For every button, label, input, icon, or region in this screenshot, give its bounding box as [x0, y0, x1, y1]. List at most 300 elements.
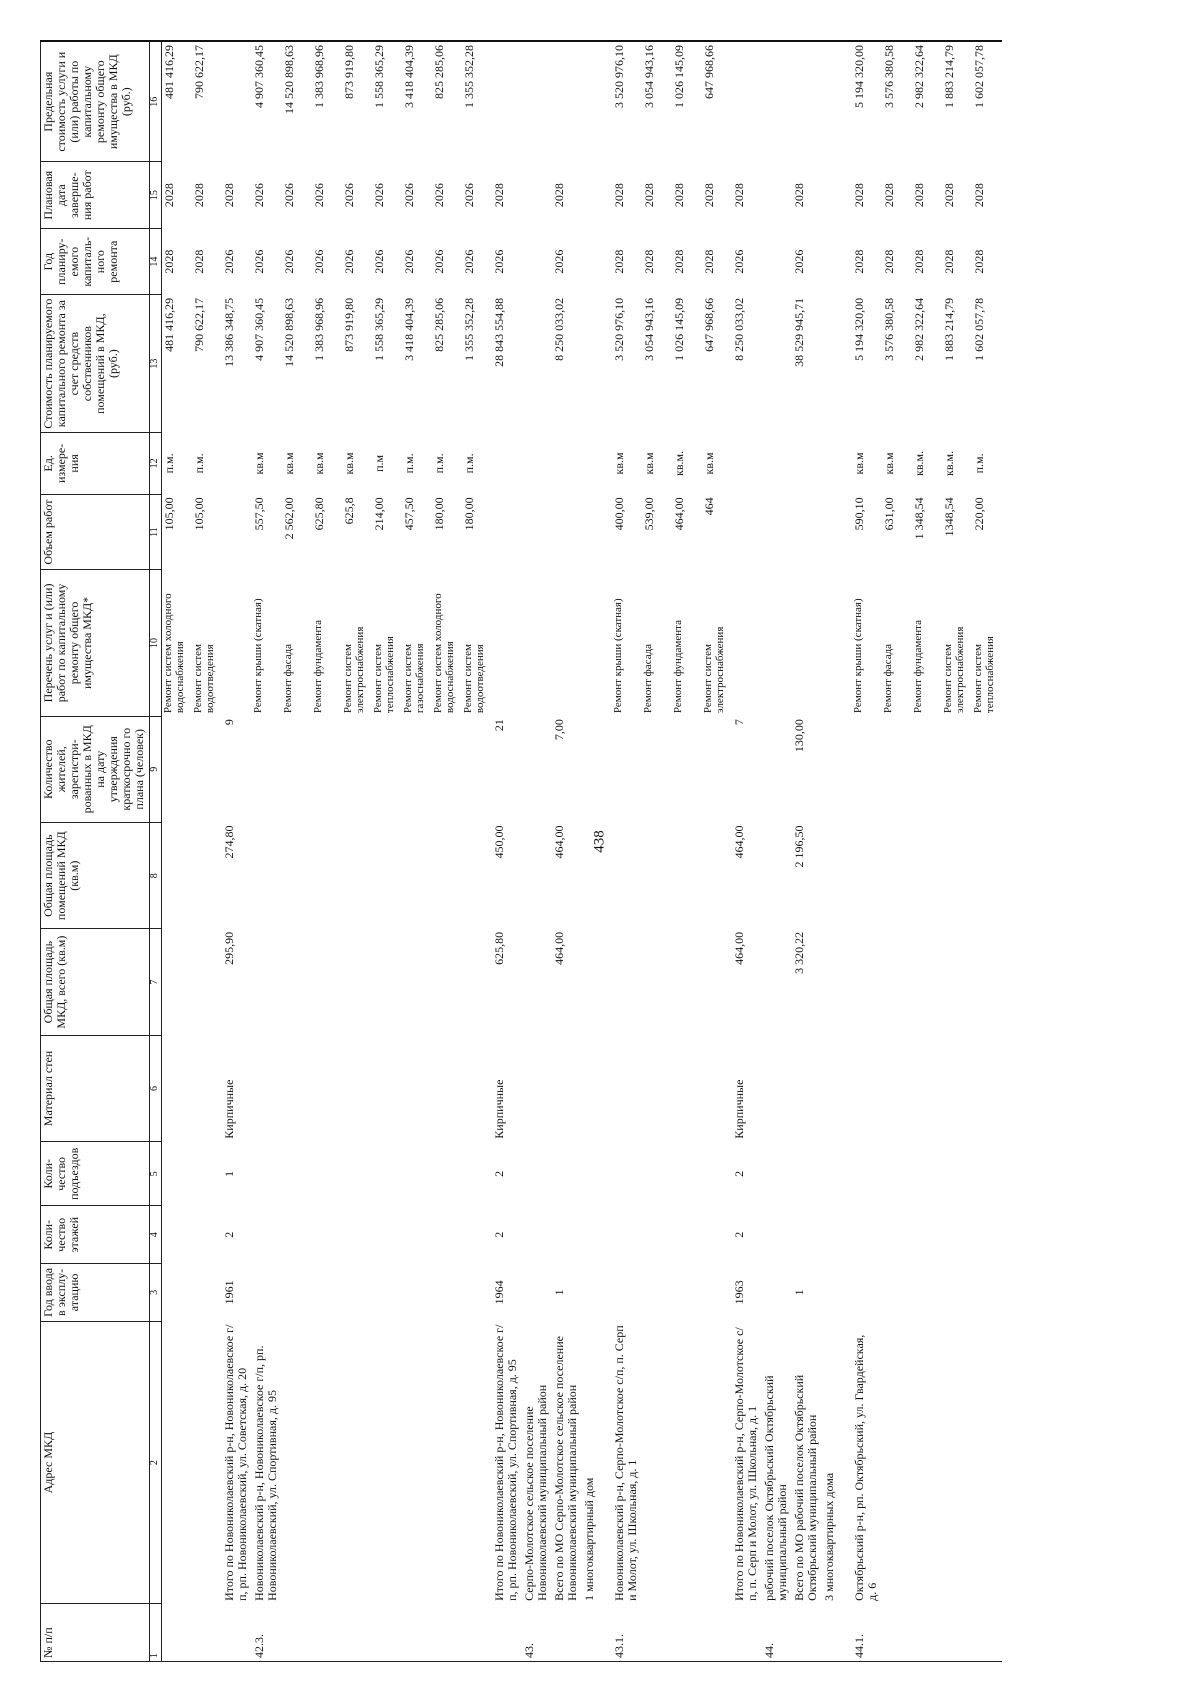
total-area-cell	[942, 929, 972, 1035]
end-date-cell: 2026	[432, 183, 446, 208]
limit-cost-cell: 481 416,29	[162, 41, 193, 162]
work-type-cell	[822, 570, 852, 716]
limit-cost-cell: 1 558 365,29	[372, 41, 402, 162]
work-type-cell	[762, 570, 792, 716]
address-cell: Итого по Новониколаевский р-н, Серпо-Молотское с/п, п. Серп и Молот, ул. Школьная, д. 1	[732, 1327, 759, 1601]
rooms-area-cell	[882, 822, 912, 928]
work-type-cell: Ремонт систем водоотведения	[462, 644, 486, 714]
rotated-table-wrapper	[40, 40, 995, 1662]
wall-material-cell	[852, 1035, 882, 1141]
entrances-cell	[432, 1142, 462, 1206]
end-date-cell: 2026	[372, 183, 386, 208]
unit-cell: кв.м	[882, 452, 896, 475]
row-number	[972, 1604, 1002, 1662]
work-type-cell: Ремонт систем холодного водоснабжения	[162, 593, 186, 714]
year-built-cell	[402, 1264, 432, 1322]
year-built-cell	[372, 1264, 402, 1322]
address-cell	[672, 1321, 702, 1604]
header-cell: Материал стен	[41, 1035, 150, 1141]
rooms-area-cell: 2 196,50	[792, 825, 806, 868]
entrances-cell	[822, 1142, 852, 1206]
end-date-cell: 2026	[402, 183, 416, 208]
wall-material-cell	[582, 1035, 612, 1141]
floors-cell	[612, 1206, 642, 1264]
table-row	[762, 41, 792, 1662]
year-built-cell	[912, 1264, 942, 1322]
floors-cell	[282, 1206, 312, 1264]
repair-cost-cell: 825 285,06	[432, 297, 446, 352]
entrances-cell	[882, 1142, 912, 1206]
work-type-cell: Ремонт крыши (скатная)	[612, 598, 624, 714]
total-area-cell: 3 320,22	[792, 931, 806, 974]
limit-cost-cell	[822, 41, 852, 162]
row-number	[432, 1604, 462, 1662]
rooms-area-cell	[432, 822, 462, 928]
repair-cost-cell	[522, 295, 552, 432]
header-cell: Год ввода в эксплу-атацию	[41, 1264, 150, 1322]
limit-cost-cell: 2 982 322,64	[912, 41, 942, 162]
column-number: 13	[150, 295, 162, 432]
repair-year-cell: 2028	[612, 249, 626, 274]
wall-material-cell	[672, 1035, 702, 1141]
header-cell: Коли-чество подъездов	[41, 1142, 150, 1206]
row-number	[492, 1604, 522, 1662]
work-volume-cell	[222, 494, 252, 569]
wall-material-cell	[402, 1035, 432, 1141]
table-row	[282, 41, 312, 1662]
column-number: 12	[150, 432, 162, 494]
unit-cell: п.м.	[432, 453, 446, 474]
year-built-cell	[702, 1264, 732, 1322]
residents-cell: 130,00	[792, 719, 806, 753]
repair-year-cell: 2028	[672, 249, 686, 274]
end-date-cell: 2028	[162, 183, 176, 208]
header-cell: Коли-чество этажей	[41, 1206, 150, 1264]
entrances-cell: 2	[492, 1170, 506, 1177]
work-type-cell: Ремонт систем теплоснабжения	[972, 636, 996, 714]
work-type-cell: Ремонт систем газоснабжения	[402, 643, 426, 714]
year-built-cell: 1	[792, 1289, 806, 1296]
residents-cell	[522, 716, 552, 822]
wall-material-cell	[942, 1035, 972, 1141]
total-area-cell	[702, 929, 732, 1035]
entrances-cell: 1	[222, 1170, 236, 1177]
repair-cost-cell: 1 355 352,28	[462, 297, 476, 361]
wall-material-cell	[372, 1035, 402, 1141]
end-date-cell: 2026	[342, 183, 356, 208]
table-row	[972, 41, 1002, 1662]
address-cell	[312, 1321, 342, 1604]
end-date-cell: 2028	[612, 183, 626, 208]
table-row	[612, 41, 642, 1662]
repair-year-cell	[582, 228, 612, 295]
address-cell: рабочий поселок Октябрьский Октябрьский муниципальный район	[762, 1375, 789, 1601]
floors-cell	[372, 1206, 402, 1264]
table-row	[162, 41, 193, 1662]
header-cell: Ед. измере-ния	[41, 432, 150, 494]
work-volume-cell: 1 348,54	[912, 497, 926, 540]
table-row	[402, 41, 432, 1662]
header-cell: Общая площадь помещений МКД (кв.м)	[41, 822, 150, 928]
floors-cell	[342, 1206, 372, 1264]
work-type-cell: Ремонт систем электроснабжения	[942, 626, 966, 714]
unit-cell: кв.м.	[672, 450, 686, 476]
table-row	[942, 41, 972, 1662]
address-cell: Всего по МО рабочий поселок Октябрьский Октябрьский муниципальный район	[792, 1374, 819, 1601]
address-cell: Новониколаевский р-н, Серпо-Молотское с/п, п. Серп и Молот, ул. Школьная, д. 1	[612, 1325, 639, 1601]
residents-cell: 7	[732, 719, 746, 726]
entrances-cell	[792, 1142, 822, 1206]
total-area-cell	[282, 929, 312, 1035]
repair-year-cell: 2026	[342, 249, 356, 274]
work-type-cell	[222, 570, 252, 716]
floors-cell	[972, 1206, 1002, 1264]
table-row	[882, 41, 912, 1662]
floors-cell	[582, 1206, 612, 1264]
work-volume-cell	[552, 494, 582, 569]
work-type-cell: Ремонт фундамента	[672, 620, 684, 714]
year-built-cell	[162, 1264, 193, 1322]
repair-cost-cell: 4 907 360,45	[252, 297, 266, 361]
row-number	[282, 1604, 312, 1662]
address-cell: Октябрьский р-н, рп. Октябрьский, ул. Гвардейская, д. 6	[852, 1334, 879, 1601]
work-type-cell: Ремонт фасада	[882, 643, 894, 714]
rooms-area-cell	[642, 822, 672, 928]
unit-cell: кв.м	[612, 452, 626, 475]
limit-cost-cell	[582, 41, 612, 162]
repair-cost-cell	[822, 295, 852, 432]
floors-cell	[702, 1206, 732, 1264]
column-number: 14	[150, 228, 162, 295]
rooms-area-cell: 464,00	[552, 825, 566, 859]
address-cell	[942, 1321, 972, 1604]
end-date-cell: 2026	[312, 183, 326, 208]
work-type-cell: Ремонт фасада	[282, 643, 294, 714]
end-date-cell: 2028	[882, 183, 896, 208]
entrances-cell	[702, 1142, 732, 1206]
address-cell: 3 многоквартирных дома	[822, 1472, 836, 1601]
repair-year-cell: 2026	[312, 249, 326, 274]
end-date-cell: 2028	[852, 183, 866, 208]
entrances-cell	[162, 1142, 193, 1206]
year-built-cell: 1963	[732, 1280, 746, 1305]
residents-cell	[432, 716, 462, 822]
column-number: 1	[150, 1604, 162, 1662]
column-number: 3	[150, 1264, 162, 1322]
address-cell	[282, 1321, 312, 1604]
table-row	[642, 41, 672, 1662]
end-date-cell: 2026	[462, 183, 476, 208]
table-row	[462, 41, 492, 1662]
work-volume-cell: 2 562,00	[282, 497, 296, 540]
limit-cost-cell: 3 520 976,10	[612, 41, 642, 162]
table-row	[822, 41, 852, 1662]
table-row	[522, 41, 552, 1662]
entrances-cell	[342, 1142, 372, 1206]
residents-cell	[672, 716, 702, 822]
rooms-area-cell	[582, 822, 612, 928]
row-number	[222, 1604, 252, 1662]
floors-cell	[642, 1206, 672, 1264]
table-row	[702, 41, 732, 1662]
repair-year-cell: 2028	[882, 249, 896, 274]
limit-cost-cell	[792, 41, 822, 162]
limit-cost-cell: 5 194 320,00	[852, 41, 882, 162]
repair-cost-cell: 647 968,66	[702, 297, 716, 352]
repair-year-cell: 2026	[372, 249, 386, 274]
end-date-cell: 2028	[672, 183, 686, 208]
floors-cell	[462, 1206, 492, 1264]
column-number: 10	[150, 570, 162, 716]
wall-material-cell	[642, 1035, 672, 1141]
repair-year-cell: 2026	[792, 249, 806, 274]
address-cell: 1 многоквартирный дом	[582, 1477, 596, 1601]
year-built-cell	[312, 1264, 342, 1322]
unit-cell: кв.м	[642, 452, 656, 475]
repair-cost-cell: 3 054 943,16	[642, 297, 656, 361]
table-row	[852, 41, 882, 1662]
column-number: 15	[150, 162, 162, 229]
year-built-cell	[582, 1264, 612, 1322]
table-row	[252, 41, 282, 1662]
unit-cell: кв.м	[312, 452, 326, 475]
total-area-cell	[522, 929, 552, 1035]
work-type-cell: Ремонт систем теплоснабжения	[372, 636, 396, 714]
row-number: 42.3.	[252, 1604, 282, 1662]
year-built-cell	[282, 1264, 312, 1322]
address-cell	[342, 1321, 372, 1604]
wall-material-cell	[762, 1035, 792, 1141]
repair-year-cell: 2026	[252, 249, 266, 274]
repair-year-cell	[822, 228, 852, 295]
entrances-cell	[312, 1142, 342, 1206]
table-row	[552, 41, 582, 1662]
wall-material-cell	[252, 1035, 282, 1141]
unit-cell	[792, 432, 822, 494]
work-type-cell: Ремонт систем электроснабжения	[702, 626, 726, 714]
limit-cost-cell: 825 285,06	[432, 41, 462, 162]
residents-cell	[612, 716, 642, 822]
repair-cost-cell: 2 982 322,64	[912, 297, 926, 361]
unit-cell: кв.м.	[942, 450, 956, 476]
entrances-cell	[462, 1142, 492, 1206]
row-number	[702, 1604, 732, 1662]
header-cell: Объем работ	[41, 494, 150, 569]
end-date-cell	[522, 162, 552, 229]
total-area-cell	[342, 929, 372, 1035]
table-row	[912, 41, 942, 1662]
total-area-cell	[882, 929, 912, 1035]
limit-cost-cell: 1 383 968,96	[312, 41, 342, 162]
rooms-area-cell	[972, 822, 1002, 928]
entrances-cell	[912, 1142, 942, 1206]
repair-cost-cell	[582, 295, 612, 432]
floors-cell	[762, 1206, 792, 1264]
year-built-cell	[612, 1264, 642, 1322]
address-cell	[972, 1321, 1002, 1604]
residents-cell	[642, 716, 672, 822]
repair-year-cell: 2028	[702, 249, 716, 274]
header-cell: Общая площадь МКД, всего (кв.м)	[41, 929, 150, 1035]
header-cell: Перечень услуг и (или) работ по капитальному ремонту общего имущества МКД*	[41, 570, 150, 716]
table-row	[732, 41, 762, 1662]
residents-cell: 9	[222, 719, 236, 726]
repair-year-cell: 2026	[402, 249, 416, 274]
residents-cell	[762, 716, 792, 822]
total-area-cell	[402, 929, 432, 1035]
end-date-cell	[582, 162, 612, 229]
repair-cost-cell: 1 602 057,78	[972, 297, 986, 361]
total-area-cell	[822, 929, 852, 1035]
entrances-cell: 2	[732, 1170, 746, 1177]
table-header-row	[41, 41, 150, 1662]
repair-cost-cell: 13 386 348,75	[222, 297, 236, 367]
repair-cost-cell: 790 622,17	[192, 297, 206, 352]
work-volume-cell: 539,00	[642, 497, 656, 531]
unit-cell	[822, 432, 852, 494]
wall-material-cell	[342, 1035, 372, 1141]
repair-cost-cell: 28 843 554,88	[492, 297, 506, 367]
rooms-area-cell	[522, 822, 552, 928]
limit-cost-cell: 1 883 214,79	[942, 41, 972, 162]
address-cell	[402, 1321, 432, 1604]
wall-material-cell	[792, 1035, 822, 1141]
header-cell: Адрес МКД	[41, 1321, 150, 1604]
repair-cost-cell: 481 416,29	[162, 297, 176, 352]
end-date-cell: 2028	[942, 183, 956, 208]
row-number	[192, 1604, 222, 1662]
wall-material-cell	[432, 1035, 462, 1141]
rooms-area-cell	[912, 822, 942, 928]
work-type-cell: Ремонт фасада	[642, 643, 654, 714]
work-volume-cell	[732, 494, 762, 569]
work-volume-cell: 464,00	[672, 497, 686, 531]
entrances-cell	[642, 1142, 672, 1206]
column-number: 6	[150, 1035, 162, 1141]
year-built-cell	[942, 1264, 972, 1322]
column-number: 9	[150, 716, 162, 822]
year-built-cell	[672, 1264, 702, 1322]
repair-year-cell: 2026	[222, 249, 236, 274]
residents-cell	[252, 716, 282, 822]
address-cell	[462, 1321, 492, 1604]
page-number: 438	[591, 830, 608, 853]
repair-year-cell: 2028	[852, 249, 866, 274]
row-number	[372, 1604, 402, 1662]
row-number	[402, 1604, 432, 1662]
repair-year-cell: 2026	[492, 249, 506, 274]
end-date-cell: 2028	[702, 183, 716, 208]
repair-year-cell: 2028	[942, 249, 956, 274]
repair-cost-cell: 1 026 145,09	[672, 297, 686, 361]
header-cell: Предельная стоимость услуги и (или) работы по капитальному ремонту общего имущества в МКД (руб.)	[41, 41, 150, 162]
rooms-area-cell	[252, 822, 282, 928]
total-area-cell	[312, 929, 342, 1035]
total-area-cell: 464,00	[732, 931, 746, 965]
entrances-cell	[852, 1142, 882, 1206]
column-number: 2	[150, 1321, 162, 1604]
row-number	[942, 1604, 972, 1662]
floors-cell	[162, 1206, 193, 1264]
work-volume-cell: 590,10	[852, 497, 866, 531]
floors-cell	[402, 1206, 432, 1264]
table-row	[312, 41, 342, 1662]
row-number: 43.1.	[612, 1604, 642, 1662]
total-area-cell	[852, 929, 882, 1035]
wall-material-cell	[882, 1035, 912, 1141]
table-row	[672, 41, 702, 1662]
work-volume-cell	[522, 494, 552, 569]
limit-cost-cell	[522, 41, 552, 162]
wall-material-cell	[192, 1035, 222, 1141]
repair-cost-cell: 14 520 898,63	[282, 297, 296, 367]
wall-material-cell	[822, 1035, 852, 1141]
year-built-cell	[462, 1264, 492, 1322]
entrances-cell	[192, 1142, 222, 1206]
total-area-cell: 464,00	[552, 931, 566, 965]
limit-cost-cell: 3 054 943,16	[642, 41, 672, 162]
limit-cost-cell: 1 026 145,09	[672, 41, 702, 162]
repair-year-cell: 2028	[642, 249, 656, 274]
total-area-cell: 625,80	[492, 931, 506, 965]
work-type-cell	[582, 570, 612, 716]
limit-cost-cell	[732, 41, 762, 162]
table-row	[192, 41, 222, 1662]
floors-cell	[792, 1206, 822, 1264]
repair-cost-cell: 8 250 033,02	[732, 297, 746, 361]
end-date-cell: 2028	[642, 183, 656, 208]
work-volume-cell: 105,00	[192, 497, 206, 531]
wall-material-cell	[702, 1035, 732, 1141]
year-built-cell	[642, 1264, 672, 1322]
end-date-cell	[762, 162, 792, 229]
residents-cell	[942, 716, 972, 822]
work-volume-cell: 457,50	[402, 497, 416, 531]
residents-cell	[162, 716, 193, 822]
work-volume-cell: 105,00	[162, 497, 176, 531]
address-cell: Итого по Новониколаевский р-н, Новониколаевское г/п, рп. Новониколаевский, ул. Советская, д. 20	[222, 1324, 249, 1601]
limit-cost-cell: 4 907 360,45	[252, 41, 282, 162]
row-number: 44.	[762, 1604, 792, 1662]
repair-year-cell: 2026	[552, 249, 566, 274]
header-cell: Стоимость планируемого капитального ремонта за счет средств собственников помещений в МКД, (руб.)	[41, 295, 150, 432]
address-cell	[702, 1321, 732, 1604]
total-area-cell	[192, 929, 222, 1035]
rooms-area-cell: 274,80	[222, 825, 236, 859]
year-built-cell: 1961	[222, 1280, 236, 1305]
rooms-area-cell	[942, 822, 972, 928]
column-number: 4	[150, 1206, 162, 1264]
table-row	[492, 41, 522, 1662]
repair-cost-cell	[762, 295, 792, 432]
floors-cell	[672, 1206, 702, 1264]
header-cell: Плановая дата заверше-ния работ	[41, 162, 150, 229]
year-built-cell	[192, 1264, 222, 1322]
work-volume-cell: 400,00	[612, 497, 626, 531]
total-area-cell	[612, 929, 642, 1035]
work-volume-cell: 180,00	[462, 497, 476, 531]
work-type-cell: Ремонт систем электроснабжения	[342, 626, 366, 714]
work-volume-cell: 1348,54	[942, 497, 956, 537]
floors-cell	[882, 1206, 912, 1264]
address-cell: Серпо-Молотское сельское поселение Новониколаевский муниципальный район	[522, 1384, 549, 1601]
residents-cell	[192, 716, 222, 822]
address-cell	[432, 1321, 462, 1604]
entrances-cell	[252, 1142, 282, 1206]
year-built-cell: 1964	[492, 1280, 506, 1305]
work-volume-cell: 557,50	[252, 497, 266, 531]
unit-cell: кв.м	[342, 452, 356, 475]
